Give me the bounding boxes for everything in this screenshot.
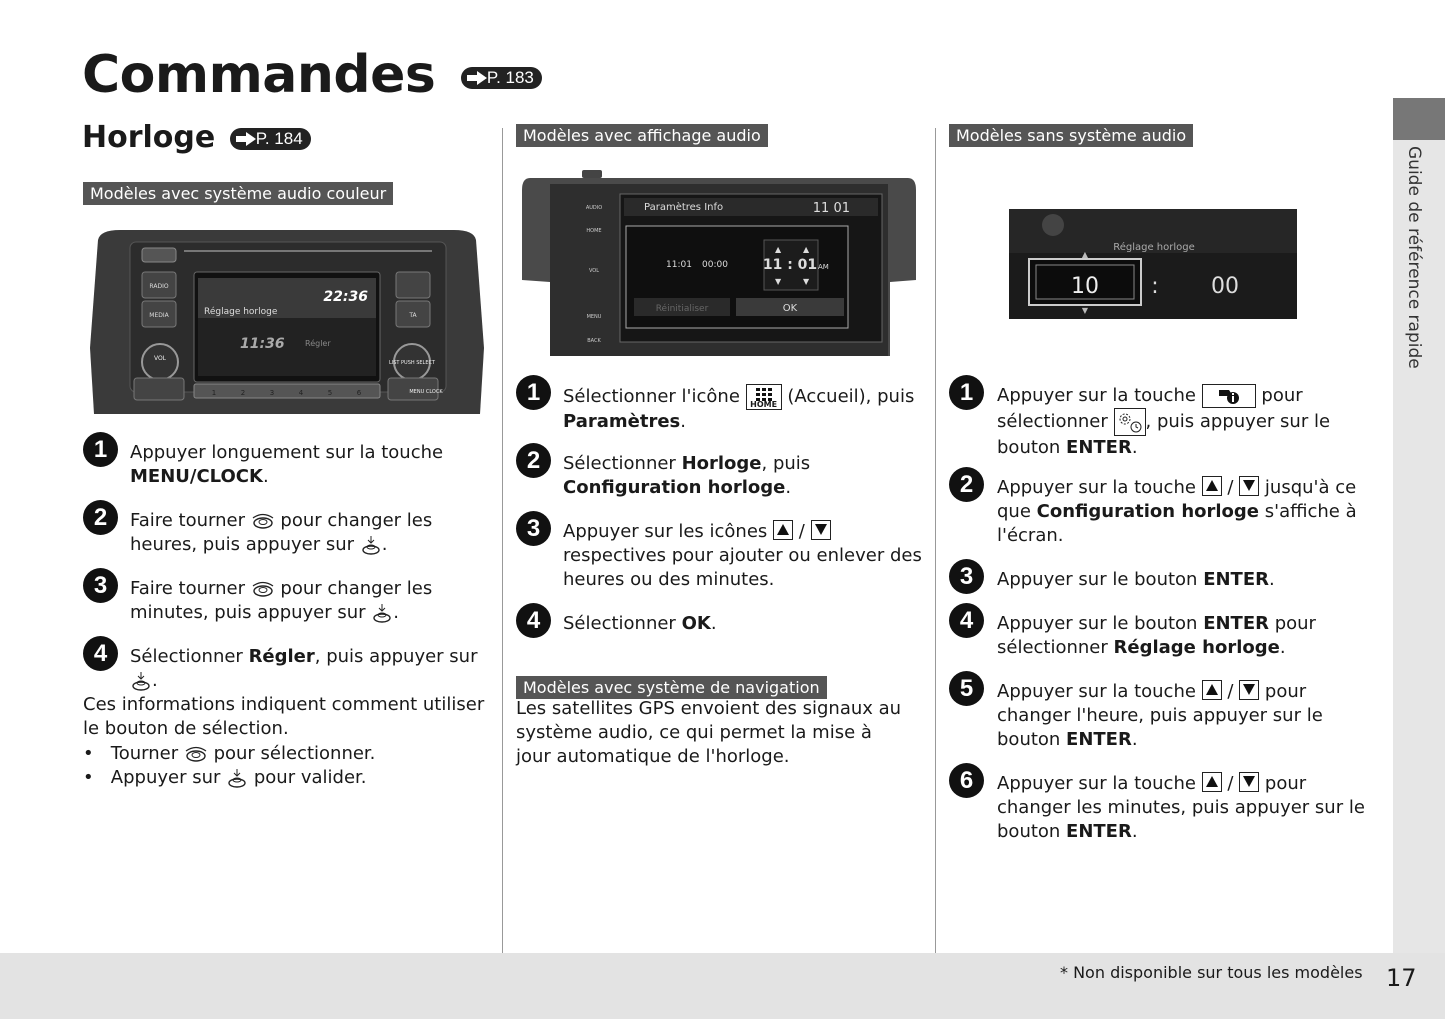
- color-audio-unit-image: [90, 228, 484, 416]
- col1-step-3: Faire tourner pour changer les minutes, puis appuyer sur .: [130, 578, 433, 623]
- col3-step-1: Appuyer sur la touche pour sélectionner , puis appuyer sur le bouton ENTER.: [997, 385, 1331, 458]
- page-number: 17: [1386, 964, 1417, 992]
- footnote: * Non disponible sur tous les modèles: [1060, 963, 1363, 982]
- hour-up-icon[interactable]: ▲: [1081, 250, 1089, 259]
- minute-value: 00: [1211, 274, 1239, 299]
- menu-button[interactable]: MENU: [586, 314, 602, 320]
- col2-step-3: Appuyer sur les icônes / respectives pour ajouter ou enlever des heures ou des minutes.: [563, 521, 922, 590]
- down-arrow-icon: [1239, 680, 1259, 700]
- clock-settings-icon: [1114, 408, 1146, 436]
- section-reference-link[interactable]: P. 184: [230, 128, 311, 150]
- knob-press-icon: [226, 768, 248, 788]
- side-tab-marker: [1393, 98, 1445, 140]
- arrow-icon: [236, 136, 246, 142]
- down-arrow-icon: [811, 520, 831, 540]
- preset-2[interactable]: 2: [240, 389, 246, 397]
- up-arrow-icon: [1202, 772, 1222, 792]
- step-number: 1: [949, 375, 984, 410]
- col3-step-4: Appuyer sur le bouton ENTER pour sélectionner Réglage horloge.: [997, 613, 1316, 658]
- page-title-text: Commandes: [82, 45, 436, 105]
- hour-value: 10: [1071, 274, 1099, 299]
- col1-step-4: Sélectionner Régler, puis appuyer sur .: [130, 646, 478, 691]
- hour-up-icon[interactable]: ▲: [775, 245, 782, 254]
- clock-setting-label: Réglage horloge: [1113, 242, 1195, 253]
- offset-field[interactable]: 00:00: [702, 260, 728, 270]
- col3-step-6: Appuyer sur la touche / pour changer les minutes, puis appuyer sur le bouton ENTER.: [997, 773, 1365, 842]
- knob-press-icon: [360, 535, 382, 555]
- media-button[interactable]: MEDIA: [149, 312, 169, 319]
- col2-step-4: Sélectionner OK.: [563, 613, 717, 634]
- radio-button[interactable]: RADIO: [149, 283, 169, 290]
- home-icon: HOME: [746, 384, 782, 410]
- preset-4[interactable]: 4: [298, 389, 304, 397]
- col3-step-3: Appuyer sur le bouton ENTER.: [997, 569, 1275, 590]
- step-number: 3: [516, 511, 551, 546]
- model-tag-navigation: Modèles avec système de navigation: [516, 676, 827, 699]
- step-number: 1: [83, 432, 118, 467]
- time-field[interactable]: 11:01: [666, 260, 692, 270]
- preset-5[interactable]: 5: [327, 389, 333, 397]
- display-label: Réglage horloge: [204, 307, 278, 317]
- audio-button[interactable]: AUDIO: [585, 205, 603, 211]
- reset-button[interactable]: Réinitialiser: [655, 304, 709, 314]
- preset-1[interactable]: 1: [211, 389, 217, 397]
- preset-3[interactable]: 3: [269, 389, 275, 397]
- settings-header: Paramètres Info: [644, 202, 724, 213]
- ta-button[interactable]: TA: [409, 312, 417, 319]
- menu-clock-button[interactable]: MENU CLOCK: [409, 389, 443, 395]
- minute-down-icon[interactable]: ▼: [803, 277, 810, 286]
- time-separator: :: [1151, 274, 1159, 299]
- model-tag-display-audio: Modèles avec affichage audio: [516, 124, 768, 147]
- page-reference-link[interactable]: P. 183: [461, 67, 542, 89]
- column-divider: [502, 128, 503, 953]
- col2-step-2: Sélectionner Horloge, puis Configuration horloge.: [563, 453, 811, 498]
- down-arrow-icon: [1239, 476, 1259, 496]
- col3-step-2: Appuyer sur la touche / jusqu'à ce que Configuration horloge s'affiche à l'écran.: [997, 477, 1357, 546]
- minute-up-icon[interactable]: ▲: [803, 245, 810, 254]
- ampm-label: AM: [818, 263, 829, 271]
- knob-rotate-icon: [251, 512, 275, 530]
- clock-setting-value: 11 : 01: [762, 257, 818, 273]
- display-setting: 11:36: [240, 336, 285, 352]
- model-tag-color-audio: Modèles avec système audio couleur: [83, 182, 393, 205]
- knob-rotate-icon: [184, 745, 208, 763]
- col2-step-1: Sélectionner l'icône HOME (Accueil), puis Paramètres.: [563, 386, 915, 432]
- hour-down-icon[interactable]: ▼: [1081, 306, 1089, 315]
- up-arrow-icon: [773, 520, 793, 540]
- vol-button[interactable]: VOL: [588, 268, 600, 274]
- up-arrow-icon: [1202, 680, 1222, 700]
- step-number: 3: [83, 568, 118, 603]
- section-title-text: Horloge: [82, 120, 216, 155]
- hour-down-icon[interactable]: ▼: [775, 277, 782, 286]
- step-number: 2: [949, 467, 984, 502]
- display-regler: Régler: [305, 339, 331, 348]
- display-time: 22:36: [323, 289, 368, 305]
- knob-press-icon: [371, 603, 393, 623]
- step-number: 2: [516, 443, 551, 478]
- ok-button[interactable]: OK: [782, 303, 798, 314]
- model-tag-no-audio: Modèles sans système audio: [949, 124, 1193, 147]
- step-number: 6: [949, 763, 984, 798]
- bullet-item: • Tourner pour sélectionner.: [83, 743, 376, 764]
- side-tab-label: Guide de référence rapide: [1404, 146, 1424, 369]
- bullet-item: • Appuyer sur pour valider.: [83, 767, 367, 788]
- display-audio-unit-image: [520, 170, 918, 358]
- selector-knob[interactable]: LIST PUSH SELECT: [388, 360, 436, 366]
- col3-step-5: Appuyer sur la touche / pour changer l'heure, puis appuyer sur le bouton ENTER.: [997, 681, 1323, 750]
- step-number: 4: [83, 636, 118, 671]
- arrow-icon: [467, 75, 477, 81]
- down-arrow-icon: [1239, 772, 1259, 792]
- col1-step-1: Appuyer longuement sur la touche MENU/CLOCK.: [130, 442, 444, 487]
- vol-knob[interactable]: VOL: [153, 355, 167, 362]
- back-button[interactable]: BACK: [587, 338, 601, 344]
- step-number: 4: [516, 603, 551, 638]
- knob-rotate-icon: [251, 580, 275, 598]
- home-button[interactable]: HOME: [586, 228, 602, 234]
- knob-press-icon: [130, 671, 152, 691]
- step-number: 2: [83, 500, 118, 535]
- step-number: 5: [949, 671, 984, 706]
- up-arrow-icon: [1202, 476, 1222, 496]
- column-divider: [935, 128, 936, 953]
- selector-info-text: Ces informations indiquent comment utiliser le bouton de sélection.: [83, 694, 485, 739]
- page-title: [82, 42, 542, 108]
- step-number: 1: [516, 375, 551, 410]
- preset-6[interactable]: 6: [356, 389, 362, 397]
- col1-step-2: Faire tourner pour changer les heures, puis appuyer sur .: [130, 510, 433, 555]
- meter-clock-image: [1009, 209, 1297, 319]
- navigation-info-text: Les satellites GPS envoient des signaux au système audio, ce qui permet la mise à jour automatique de l'horloge.: [516, 698, 902, 767]
- step-number: 3: [949, 559, 984, 594]
- section-title: [82, 118, 311, 158]
- header-clock: 11 01: [812, 201, 850, 216]
- step-number: 4: [949, 603, 984, 638]
- info-button-icon: [1202, 384, 1256, 408]
